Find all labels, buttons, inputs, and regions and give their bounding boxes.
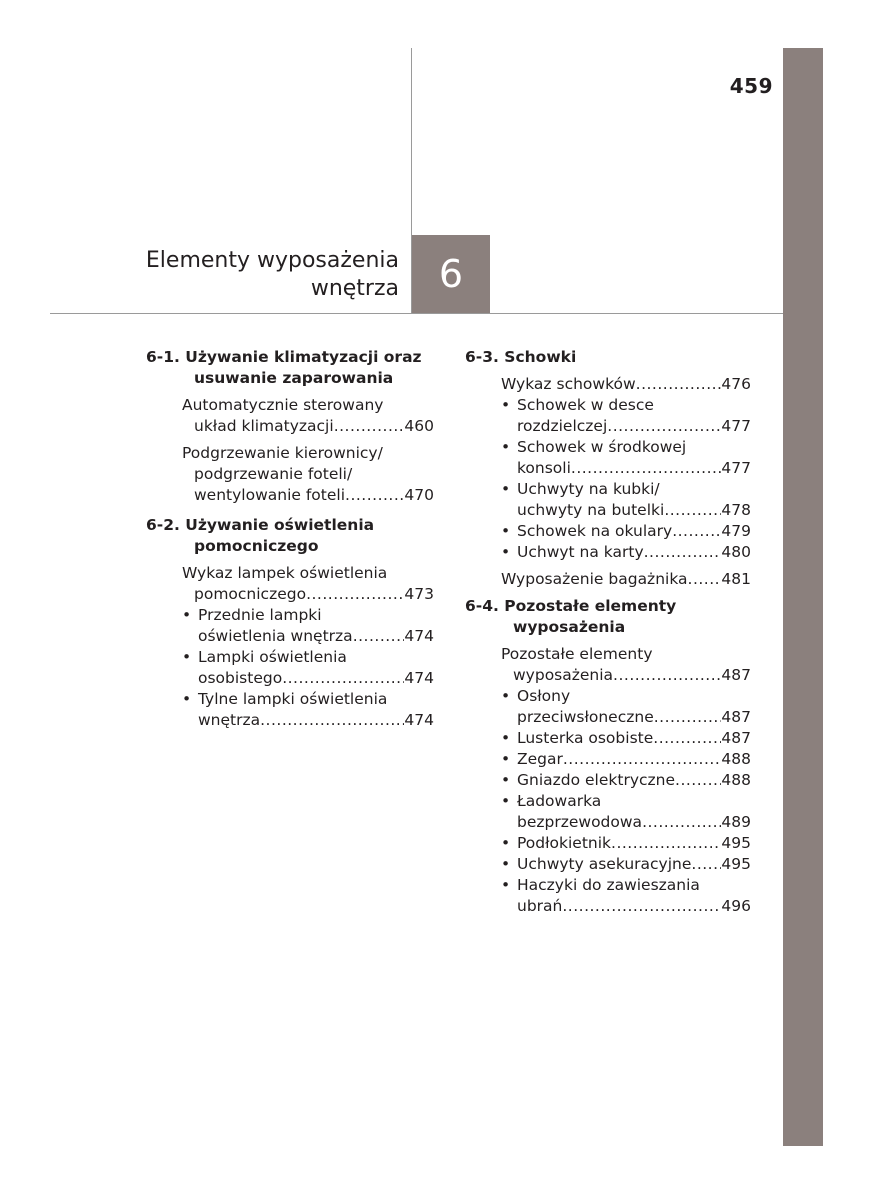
toc-subentry[interactable]	[465, 521, 751, 542]
toc-entry[interactable]	[465, 644, 751, 686]
leader-dots	[653, 728, 721, 749]
entry-text: Pozostałe elementy	[501, 645, 653, 663]
toc-subentry[interactable]	[146, 605, 434, 647]
leader-dots	[562, 896, 721, 917]
toc-left-column	[146, 347, 434, 731]
entry-text: Osłony	[517, 687, 571, 705]
toc-subentry[interactable]	[146, 689, 434, 731]
section-heading-line: pomocniczego	[194, 537, 319, 555]
entry-text: Wykaz lampek oświetlenia	[182, 564, 388, 582]
leader-dots	[688, 569, 722, 590]
entry-page: 477	[721, 417, 751, 435]
entry-page: 487	[721, 708, 751, 726]
toc-entry[interactable]	[146, 563, 434, 605]
bullet-icon: •	[501, 543, 511, 561]
toc-section-6-1[interactable]	[146, 347, 434, 389]
bullet-icon: •	[501, 396, 511, 414]
entry-text: Ładowarka	[517, 792, 602, 810]
toc-entry[interactable]	[465, 374, 751, 395]
entry-text: oświetlenia wnętrza	[198, 627, 353, 645]
leader-dots	[345, 485, 404, 506]
entry-page: 487	[721, 729, 751, 747]
entry-text: wyposażenia	[513, 666, 614, 684]
chapter-number-box	[412, 235, 490, 313]
leader-dots	[260, 710, 404, 731]
entry-text: uchwyty na butelki	[517, 501, 665, 519]
section-heading-line: 6-1. Używanie klimatyzacji oraz	[146, 348, 422, 366]
leader-dots	[613, 665, 721, 686]
chapter-title-line1: Elementy wyposażenia	[145, 248, 399, 273]
bullet-icon: •	[501, 771, 511, 789]
entry-text: Przednie lampki	[198, 606, 322, 624]
entry-text: przeciwsłoneczne	[517, 708, 654, 726]
page-number: 459	[729, 74, 773, 98]
entry-text: rozdzielczej	[517, 417, 608, 435]
bullet-icon: •	[501, 792, 511, 810]
entry-text: wentylowanie foteli	[194, 486, 346, 504]
leader-dots	[607, 416, 721, 437]
toc-subentry[interactable]	[465, 395, 751, 437]
entry-text: Schowek na okulary	[517, 522, 673, 540]
toc-entry[interactable]	[146, 395, 434, 437]
entry-text: układ klimatyzacji	[194, 417, 334, 435]
section-heading-line: 6-3. Schowki	[465, 348, 577, 366]
entry-page: 496	[721, 897, 751, 915]
entry-text: konsoli	[517, 459, 571, 477]
entry-text: osobistego	[198, 669, 283, 687]
entry-text: podgrzewanie foteli/	[194, 465, 353, 483]
entry-text: Lampki oświetlenia	[198, 648, 347, 666]
bullet-icon: •	[501, 855, 511, 873]
leader-dots	[691, 854, 721, 875]
toc-entry[interactable]	[465, 569, 751, 590]
entry-page: 495	[721, 834, 751, 852]
toc-subentry[interactable]	[465, 833, 751, 854]
entry-page: 480	[721, 543, 751, 561]
entry-text: bezprzewodowa	[517, 813, 643, 831]
entry-text: Schowek w desce	[517, 396, 654, 414]
leader-dots	[334, 416, 405, 437]
toc-subentry[interactable]	[465, 542, 751, 563]
entry-page: 487	[721, 666, 751, 684]
toc-subentry[interactable]	[465, 728, 751, 749]
bullet-icon: •	[501, 438, 511, 456]
toc-section-6-3[interactable]	[465, 347, 751, 368]
toc-subentry[interactable]	[465, 770, 751, 791]
section-heading-line: 6-4. Pozostałe elementy	[465, 597, 677, 615]
entry-page: 488	[721, 771, 751, 789]
bullet-icon: •	[501, 687, 511, 705]
leader-dots	[571, 458, 722, 479]
toc-entry[interactable]	[146, 443, 434, 506]
entry-page: 474	[404, 711, 434, 729]
entry-page: 488	[721, 750, 751, 768]
bullet-icon: •	[182, 690, 192, 708]
entry-page: 474	[404, 669, 434, 687]
entry-text: Uchwyt na karty	[517, 543, 644, 561]
toc-subentry[interactable]	[146, 647, 434, 689]
leader-dots	[282, 668, 404, 689]
entry-page: 479	[721, 522, 751, 540]
horizontal-rule	[50, 313, 783, 314]
leader-dots	[672, 521, 721, 542]
leader-dots	[644, 542, 722, 563]
bullet-icon: •	[501, 750, 511, 768]
entry-text: Lusterka osobiste	[517, 729, 654, 747]
entry-page: 474	[404, 627, 434, 645]
bullet-icon: •	[501, 834, 511, 852]
entry-text: Gniazdo elektryczne	[517, 771, 676, 789]
section-heading-line: 6-2. Używanie oświetlenia	[146, 516, 375, 534]
bullet-icon: •	[182, 606, 192, 624]
entry-page: 481	[721, 570, 751, 588]
entry-text: Wyposażenie bagażnika	[501, 570, 688, 588]
entry-text: Haczyki do zawieszania	[517, 876, 700, 894]
entry-page: 478	[721, 501, 751, 519]
entry-page: 477	[721, 459, 751, 477]
leader-dots	[611, 833, 721, 854]
entry-page: 473	[404, 585, 434, 603]
entry-page: 489	[721, 813, 751, 831]
entry-text: pomocniczego	[194, 585, 307, 603]
toc-subentry[interactable]	[465, 749, 751, 770]
toc-subentry[interactable]	[465, 479, 751, 521]
entry-text: Uchwyty asekuracyjne	[517, 855, 692, 873]
bullet-icon: •	[501, 480, 511, 498]
bullet-icon: •	[501, 522, 511, 540]
leader-dots	[642, 812, 721, 833]
entry-text: Podgrzewanie kierownicy/	[182, 444, 383, 462]
chapter-title-line2: wnętrza	[310, 276, 399, 301]
toc-section-6-2[interactable]	[146, 515, 434, 557]
toc-section-6-4[interactable]	[465, 596, 751, 638]
section-heading-line: wyposażenia	[513, 618, 626, 636]
entry-page: 476	[721, 375, 751, 393]
leader-dots	[636, 374, 722, 395]
entry-page: 470	[404, 486, 434, 504]
entry-text: wnętrza	[198, 711, 261, 729]
entry-page: 460	[404, 417, 434, 435]
toc-subentry[interactable]	[465, 791, 751, 833]
entry-text: ubrań	[517, 897, 563, 915]
entry-text: Wykaz schowków	[501, 375, 636, 393]
leader-dots	[675, 770, 721, 791]
entry-page: 495	[721, 855, 751, 873]
toc-subentry[interactable]	[465, 437, 751, 479]
section-heading-line: usuwanie zaparowania	[194, 369, 394, 387]
chapter-number: 6	[438, 252, 464, 296]
entry-text: Podłokietnik	[517, 834, 612, 852]
bullet-icon: •	[501, 876, 511, 894]
entry-text: Tylne lampki oświetlenia	[198, 690, 388, 708]
entry-text: Automatycznie sterowany	[182, 396, 384, 414]
leader-dots	[353, 626, 405, 647]
leader-dots	[306, 584, 404, 605]
entry-text: Zegar	[517, 750, 563, 768]
entry-text: Schowek w środkowej	[517, 438, 687, 456]
toc-right-column	[465, 347, 751, 917]
leader-dots	[563, 749, 722, 770]
chapter-side-tab	[783, 48, 823, 1146]
bullet-icon: •	[501, 729, 511, 747]
leader-dots	[664, 500, 721, 521]
leader-dots	[654, 707, 722, 728]
toc-subentry[interactable]	[465, 875, 751, 917]
toc-subentry[interactable]	[465, 686, 751, 728]
entry-text: Uchwyty na kubki/	[517, 480, 660, 498]
toc-subentry[interactable]	[465, 854, 751, 875]
chapter-title	[146, 247, 399, 303]
bullet-icon: •	[182, 648, 192, 666]
